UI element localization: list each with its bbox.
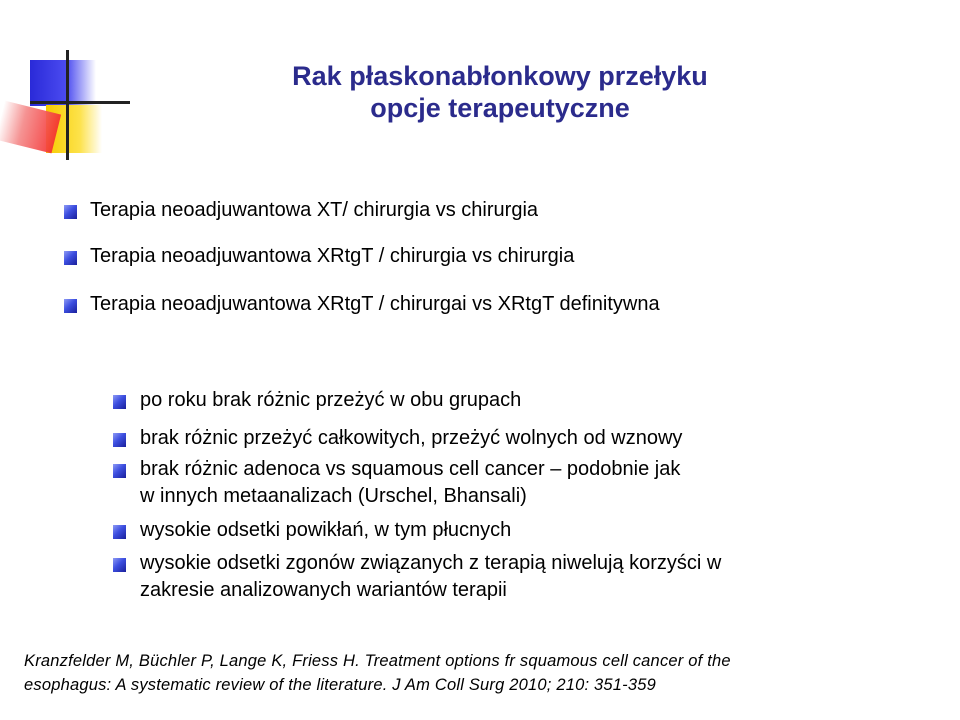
square-bullet-icon (113, 395, 126, 409)
logo-blue-square (30, 60, 96, 106)
slide-title (200, 60, 800, 124)
square-bullet-icon (64, 205, 77, 219)
logo-horizontal-line (30, 101, 130, 104)
sub-bullet-text: wysokie odsetki zgonów związanych z terapią niwelują korzyści w (140, 552, 722, 574)
slide-title-line-1: Rak płaskonabłonkowy przełyku (292, 61, 708, 91)
sub-bullet-text: brak różnic adenoca vs squamous cell cancer – podobnie jak (140, 458, 681, 480)
sub-bullet-text-continued: zakresie analizowanych wariantów terapii (140, 579, 507, 601)
sub-bullet-item (140, 550, 721, 604)
square-bullet-icon (64, 299, 77, 313)
main-bullet-text: Terapia neoadjuwantowa XRtgT / chirurgai vs XRtgT definitywna (90, 293, 660, 315)
square-bullet-icon (113, 525, 126, 539)
main-bullet-text: Terapia neoadjuwantowa XT/ chirurgia vs chirurgia (90, 199, 539, 221)
main-bullet-item (90, 197, 538, 224)
citation-line-2: esophagus: A systematic review of the literature. J Am Coll Surg 2010; 210: 351-359 (24, 676, 657, 694)
logo-vertical-line (66, 50, 69, 160)
main-bullet-item (90, 243, 574, 270)
sub-bullet-item (140, 517, 511, 544)
sub-bullet-item (140, 425, 682, 452)
sub-bullet-text: po roku brak różnic przeżyć w obu grupach (140, 389, 522, 411)
sub-bullet-text: wysokie odsetki powikłań, w tym płucnych (140, 519, 512, 541)
sub-bullet-text: brak różnic przeżyć całkowitych, przeżyć wolnych od wznowy (140, 427, 683, 449)
sub-bullet-text-continued: w innych metaanalizach (Urschel, Bhansali) (140, 485, 527, 507)
square-bullet-icon (113, 558, 126, 572)
slide-title-line-2: opcje terapeutyczne (370, 93, 630, 123)
square-bullet-icon (113, 433, 126, 447)
square-bullet-icon (113, 464, 126, 478)
citation-line-1: Kranzfelder M, Büchler P, Lange K, Friess H. Treatment options fr squamous cell cancer of the (24, 652, 731, 670)
sub-bullet-item (140, 387, 521, 414)
sub-bullet-item (140, 456, 680, 510)
main-bullet-item (90, 291, 660, 318)
square-bullet-icon (64, 251, 77, 265)
citation (24, 649, 944, 697)
main-bullet-text: Terapia neoadjuwantowa XRtgT / chirurgia vs chirurgia (90, 245, 575, 267)
